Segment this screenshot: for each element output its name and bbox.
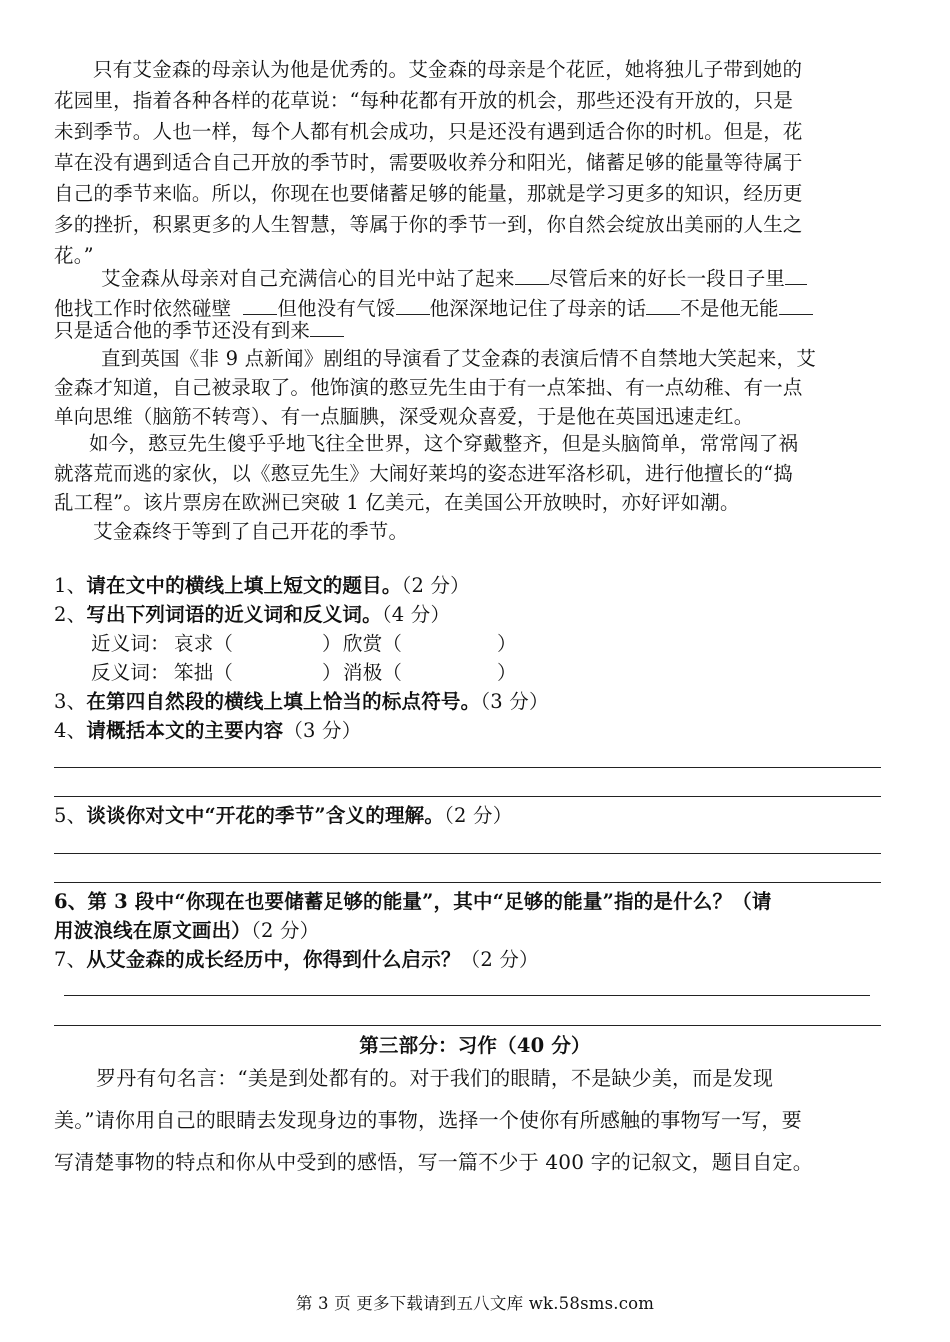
q2-synonym-label: 近义词： (91, 632, 170, 655)
p2-text-1b: 尽管后来的好长一段日子里 (548, 267, 786, 290)
question-6-line-1: 6、第 3 段中“你现在也要储蓄足够的能量”，其中“足够的能量”指的是什么？（请 (54, 890, 772, 913)
q2-text: 写出下列词语的近义词和反义词。 (86, 603, 382, 626)
q7-score: （2 分） (460, 948, 539, 971)
punct-blank-1[interactable] (515, 264, 549, 285)
q2-score: （4 分） (381, 603, 451, 626)
q7-answer-line-1[interactable] (64, 995, 870, 996)
question-4 (54, 717, 361, 745)
punct-blank-3[interactable] (243, 294, 277, 315)
question-7 (54, 946, 539, 974)
q2-antonym-word-2: 消极（ (343, 661, 403, 684)
p1-line-7: 花。” (54, 244, 94, 267)
punct-blank-4[interactable] (396, 294, 430, 315)
q4-answer-line-2[interactable] (54, 796, 881, 797)
page-footer: 第 3 页 更多下载请到五八文库 wk.58sms.com (295, 1294, 655, 1313)
punct-blank-7[interactable] (310, 316, 344, 337)
part3-line-3: 写清楚事物的特点和你从中受到的感悟，写一篇不少于 400 字的记叙文，题目自定。 (54, 1150, 813, 1174)
q7-answer-line-2[interactable] (54, 1025, 881, 1026)
q2-synonym-answer-2[interactable] (410, 630, 496, 658)
p2-text-3a: 只是适合他的季节还没有到来 (54, 319, 311, 342)
q4-text: 请概括本文的主要内容 (86, 719, 284, 742)
p1-line-2: 花园里，指着各种各样的花草说：“每种花都有开放的机会，那些还没有开放的，只是 (54, 89, 794, 112)
q2-num: 2、 (54, 603, 87, 626)
p2-text-2b: 但他没有气馁 (277, 297, 396, 320)
punct-blank-2[interactable] (785, 264, 807, 285)
p1-line-5: 自己的季节来临。所以，你现在也要储蓄足够的能量，那就是学习更多的知识，经历更 (54, 182, 803, 205)
p4-line-3: 乱工程”。该片票房在欧洲已突破 1 亿美元，在美国公开放映时，亦好评如潮。 (54, 491, 740, 514)
q2-synonym-word-2: 欣赏（ (343, 632, 403, 655)
q5-answer-line-2[interactable] (54, 882, 881, 883)
p3-line-3: 单向思维（脑筋不转弯）、有一点腼腆，深受观众喜爱，于是他在英国迅速走红。 (54, 405, 754, 428)
part3-heading: 第三部分：习作（40 分） (359, 1034, 591, 1057)
q5-score: （2 分） (444, 804, 513, 827)
q5-answer-line-1[interactable] (54, 853, 881, 854)
p2-text-2a: 他找工作时依然碰壁 (54, 297, 232, 320)
q5-num: 5、 (54, 804, 87, 827)
q2-antonym-close-1: ） (322, 661, 342, 684)
part3-line-2: 美。”请你用自己的眼睛去发现身边的事物，选择一个使你有所感触的事物写一写，要 (54, 1108, 802, 1132)
p1-line-4: 草在没有遇到适合自己开放的季节时，需要吸收养分和阳光，储蓄足够的能量等待属于 (54, 151, 803, 174)
p2-text-1a: 艾金森从母亲对自己充满信心的目光中站了起来 (101, 267, 515, 290)
p2-text-2d: 不是他无能 (680, 297, 779, 320)
p3-line-2: 金森才知道，自己被录取了。他饰演的憨豆先生由于有一点笨拙、有一点幼稚、有一点 (54, 376, 803, 399)
p2-line-1 (101, 264, 807, 293)
p3-line-1: 直到英国《非 9 点新闻》剧组的导演看了艾金森的表演后情不自禁地大笑起来，艾 (101, 347, 816, 370)
p4-line-1: 如今，憨豆先生傻乎乎地飞往全世界，这个穿戴整齐，但是头脑简单，常常闯了祸 (89, 432, 799, 455)
p1-line-3: 未到季节。人也一样，每个人都有机会成功，只是还没有遇到适合你的时机。但是，花 (54, 120, 803, 143)
punct-blank-6[interactable] (779, 294, 813, 315)
p1-line-6: 多的挫折，积累更多的人生智慧，等属于你的季节一到，你自然会绽放出美丽的人生之 (54, 213, 803, 236)
q2-antonym-word-1: 笨拙（ (174, 661, 234, 684)
q2-synonym-answer-1[interactable] (240, 630, 320, 658)
p5-line-1: 艾金森终于等到了自己开花的季节。 (93, 520, 409, 543)
q3-text: 在第四自然段的横线上填上恰当的标点符号。 (86, 690, 481, 713)
q7-num: 7、 (54, 948, 87, 971)
part3-line-1: 罗丹有句名言：“美是到处都有的。对于我们的眼睛，不是缺少美，而是发现 (96, 1066, 774, 1090)
q1-num: 1、 (54, 574, 87, 597)
q1-score: （2 分） (401, 574, 470, 597)
q2-synonym-close-1: ） (322, 632, 342, 655)
question-1 (54, 572, 470, 600)
p2-line-3 (54, 316, 344, 345)
q5-text: 谈谈你对文中“开花的季节”含义的理解。 (86, 804, 445, 827)
p4-line-2: 就落荒而逃的家伙，以《憨豆先生》大闹好莱坞的姿态进军洛杉矶，进行他擅长的“捣 (54, 462, 794, 485)
punct-blank-5[interactable] (646, 294, 680, 315)
q6-text-2: 用波浪线在原文画出） (54, 919, 252, 942)
question-6-line-2 (54, 917, 319, 945)
q7-text: 从艾金森的成长经历中，你得到什么启示？ (86, 948, 461, 971)
q6-score: （2 分） (251, 919, 320, 942)
q4-score: （3 分） (283, 719, 362, 742)
q2-synonym-word-1: 哀求（ (174, 632, 234, 655)
q2-antonym-answer-2[interactable] (410, 659, 496, 687)
question-2 (54, 601, 450, 629)
q1-text: 请在文中的横线上填上短文的题目。 (86, 574, 402, 597)
p1-line-1: 只有艾金森的母亲认为他是优秀的。艾金森的母亲是个花匠，她将独儿子带到她的 (93, 58, 803, 81)
p2-text-2c: 他深深地记住了母亲的话 (429, 297, 647, 320)
q2-antonym-close-2: ） (497, 661, 517, 684)
q4-num: 4、 (54, 719, 87, 742)
q2-synonym-close-2: ） (497, 632, 517, 655)
q2-antonym-label: 反义词： (91, 661, 170, 684)
q3-score: （3 分） (480, 690, 549, 713)
q3-num: 3、 (54, 690, 87, 713)
question-5 (54, 802, 512, 830)
q2-antonym-answer-1[interactable] (240, 659, 320, 687)
question-3 (54, 688, 549, 716)
q4-answer-line-1[interactable] (54, 767, 881, 768)
